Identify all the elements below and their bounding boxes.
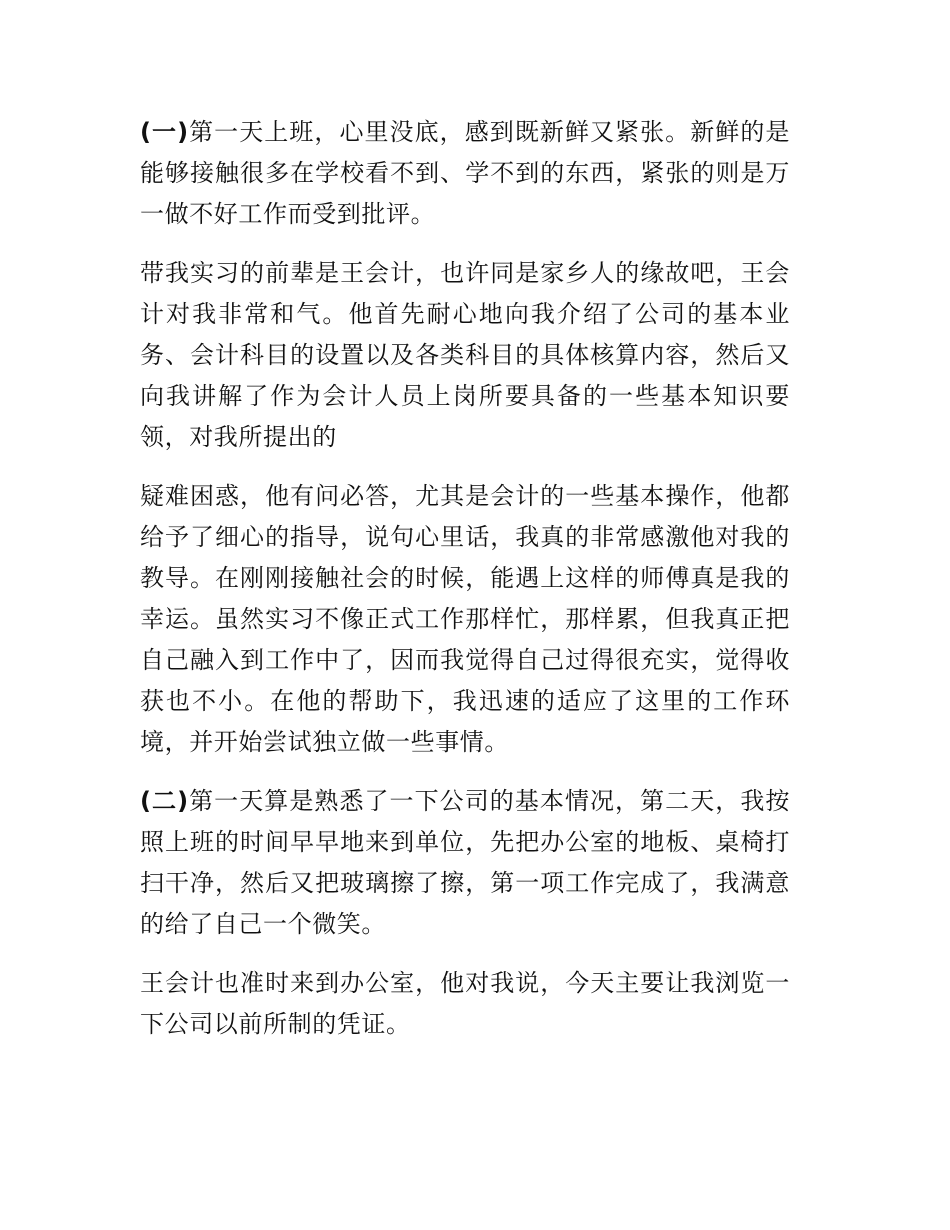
section-marker: (二) bbox=[140, 787, 189, 815]
paragraph-text: 第一天算是熟悉了一下公司的基本情况，第二天，我按照上班的时间早早地来到单位，先把办公室的地板、桌椅打扫干净，然后又把玻璃擦了擦，第一项工作完成了，我满意的给了自己一个微笑。 bbox=[140, 787, 790, 938]
paragraph-text: 王会计也准时来到办公室，他对我说，今天主要让我浏览一下公司以前所制的凭证。 bbox=[140, 969, 790, 1038]
paragraph-3 bbox=[140, 476, 790, 763]
paragraph-5 bbox=[140, 963, 790, 1045]
paragraph-2 bbox=[140, 253, 790, 458]
paragraph-1 bbox=[140, 112, 790, 235]
paragraph-text: 疑难困惑，他有问必答，尤其是会计的一些基本操作，他都给予了细心的指导，说句心里话，我真的非常感激他对我的教导。在刚刚接触社会的时候，能遇上这样的师傅真是我的幸运。虽然实习不像正式工作那样忙，那样累，但我真正把自己融入到工作中了，因而我觉得自己过得很充实，觉得收获也不小。在他的帮助下，我迅速的适应了这里的工作环境，并开始尝试独立做一些事情。 bbox=[140, 482, 790, 756]
paragraph-text: 带我实习的前辈是王会计，也许同是家乡人的缘故吧，王会计对我非常和气。他首先耐心地向我介绍了公司的基本业务、会计科目的设置以及各类科目的具体核算内容，然后又向我讲解了作为会计人员上岗所要具备的一些基本知识要领，对我所提出的 bbox=[140, 259, 790, 451]
paragraph-text: 第一天上班，心里没底，感到既新鲜又紧张。新鲜的是能够接触很多在学校看不到、学不到的东西，紧张的则是万一做不好工作而受到批评。 bbox=[140, 118, 790, 228]
document-body bbox=[140, 112, 790, 1063]
section-marker: (一) bbox=[140, 118, 189, 146]
paragraph-4 bbox=[140, 781, 790, 945]
